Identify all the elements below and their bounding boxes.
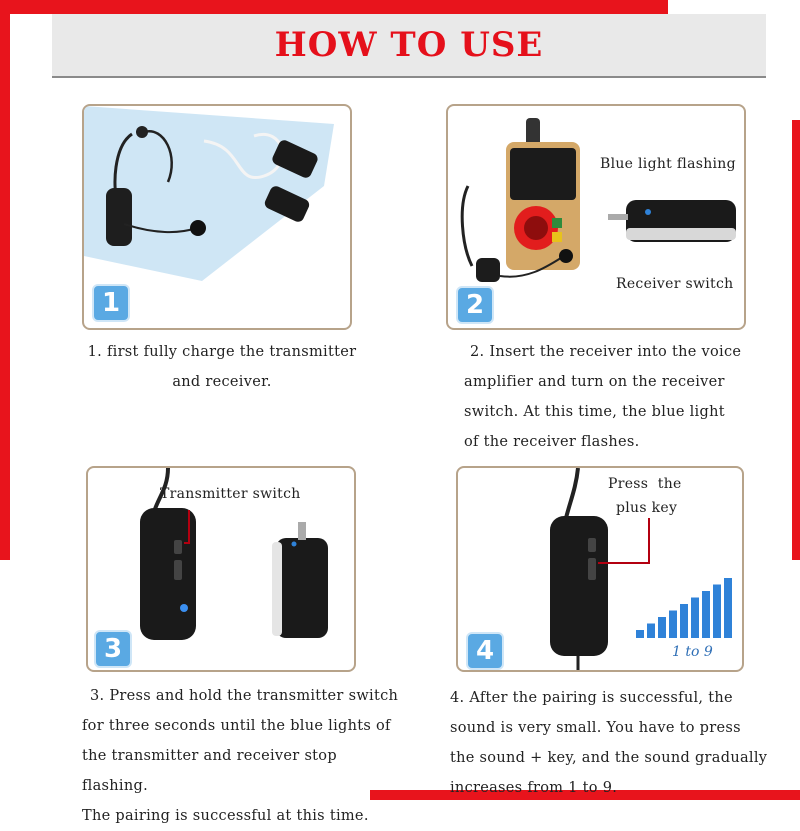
volume-bar bbox=[669, 611, 677, 639]
blue-light-flashing-label: Blue light flashing bbox=[600, 156, 736, 172]
step-3-caption: 3. Press and hold the transmitter switch for three seconds until the blue lights of the transmitter and receiver stop flashing. The pairing is successful at this time. bbox=[82, 688, 399, 824]
receiver-switch-label: Receiver switch bbox=[616, 276, 734, 292]
volume-bar bbox=[724, 578, 732, 638]
step-4-panel bbox=[456, 466, 744, 672]
frame-top-bar bbox=[0, 0, 668, 14]
plus-key-label: plus key bbox=[616, 500, 678, 516]
step-4-badge: 4 bbox=[466, 632, 504, 670]
volume-bar bbox=[658, 617, 666, 638]
step-1-caption: 1. first fully charge the transmitter and receiver. bbox=[87, 344, 357, 390]
volume-bar bbox=[691, 598, 699, 639]
frame-right-bar bbox=[792, 120, 800, 560]
volume-range-label: 1 to 9 bbox=[672, 644, 713, 660]
transmitter-switch-pointer bbox=[188, 510, 190, 544]
step-1-badge: 1 bbox=[92, 284, 130, 322]
transmitter-switch-label: Transmitter switch bbox=[160, 486, 301, 502]
frame-left-bar bbox=[0, 0, 10, 560]
volume-bar bbox=[702, 591, 710, 638]
plus-key-pointer bbox=[648, 518, 650, 564]
volume-bar bbox=[636, 630, 644, 638]
plus-key-pointer-base bbox=[598, 562, 650, 564]
volume-bar bbox=[680, 604, 688, 638]
step-2-badge: 2 bbox=[456, 286, 494, 324]
header-banner bbox=[52, 14, 766, 78]
transmitter-switch-pointer-base bbox=[184, 542, 190, 544]
volume-bars bbox=[636, 578, 732, 638]
step-1-panel bbox=[82, 104, 352, 330]
page-title: HOW TO USE bbox=[274, 25, 544, 65]
step-2-panel bbox=[446, 104, 746, 330]
volume-bar bbox=[713, 585, 721, 639]
press-the-label: Press the bbox=[608, 476, 682, 492]
volume-bar bbox=[647, 624, 655, 639]
step-3-badge: 3 bbox=[94, 630, 132, 668]
step-2-caption: 2. Insert the receiver into the voice amplifier and turn on the receiver switch. At this time, the blue light of the receiver flashes. bbox=[464, 344, 742, 450]
step-4-caption: 4. After the pairing is successful, the sound is very small. You have to press the sound + key, and the sound gradually increases from 1 to 9. bbox=[450, 690, 768, 796]
